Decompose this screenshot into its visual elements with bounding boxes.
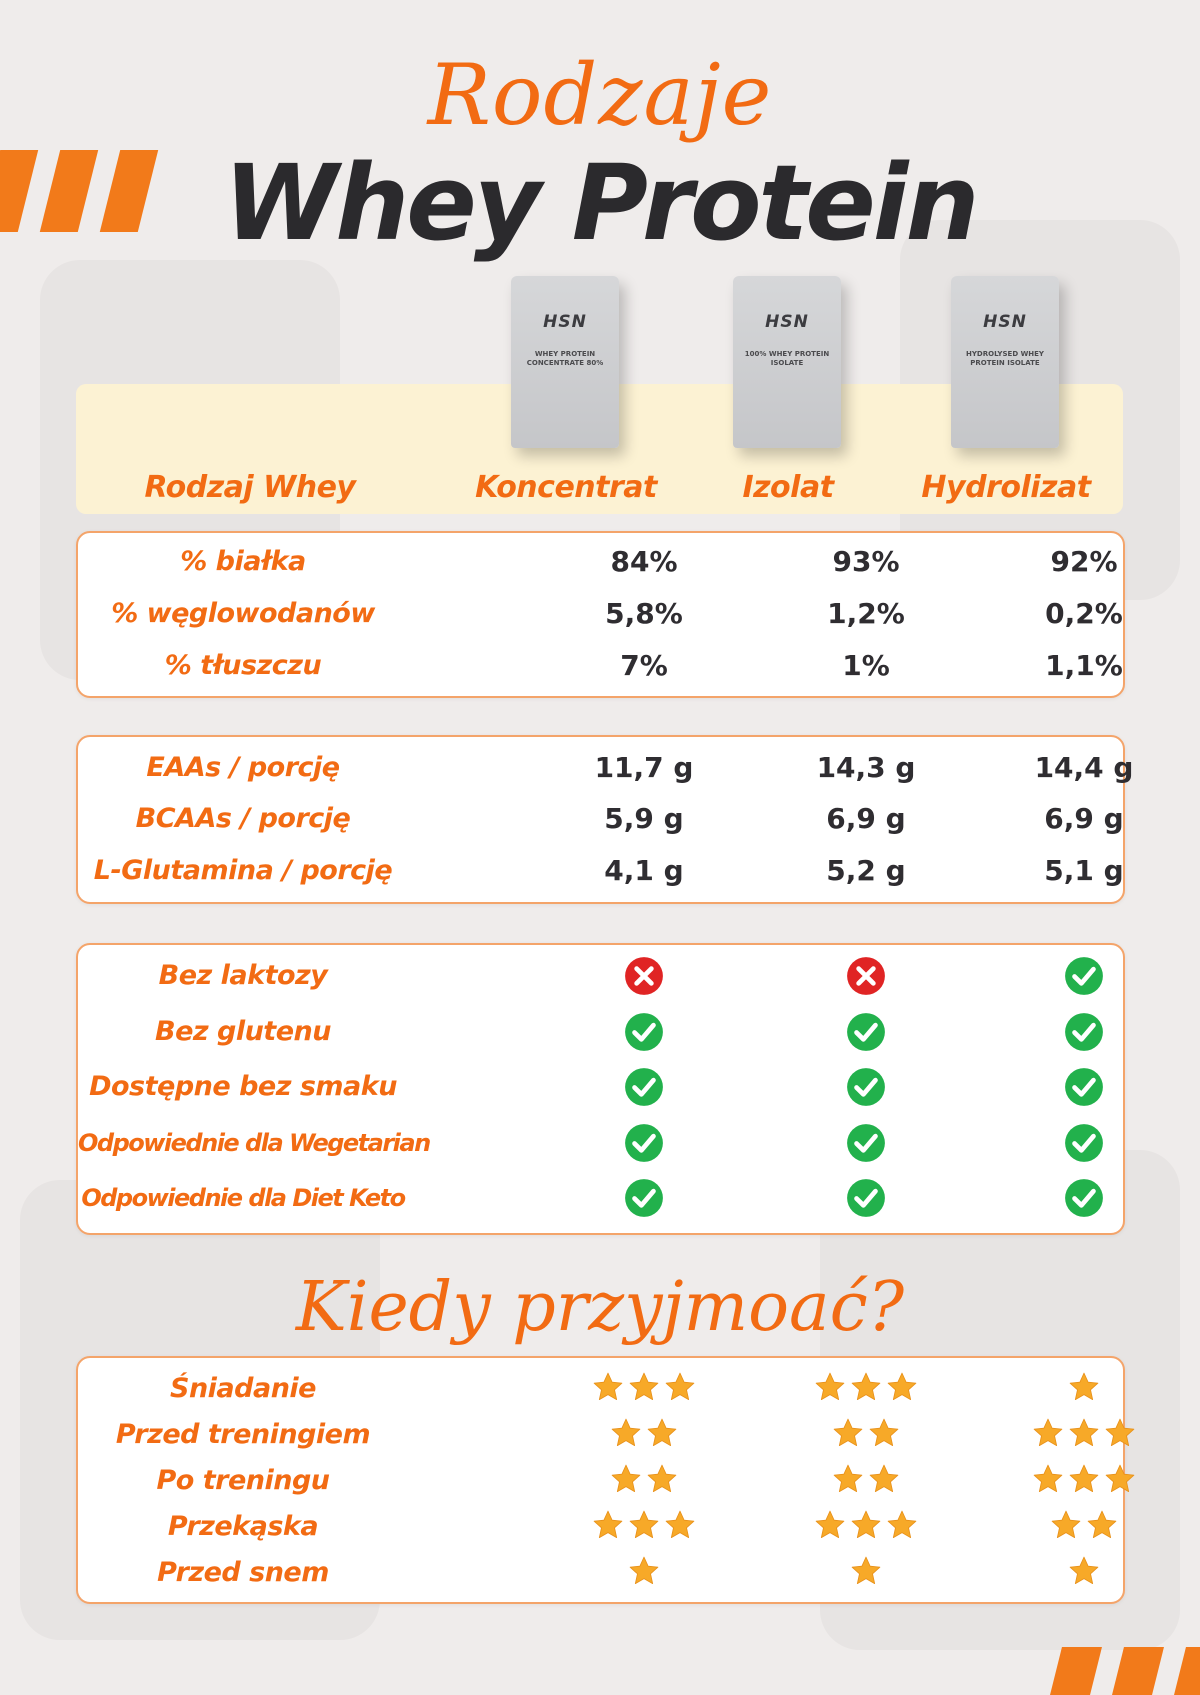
star-icon xyxy=(1085,1508,1119,1542)
table-row xyxy=(78,794,1123,844)
header-row-label: Rodzaj Whey xyxy=(144,470,356,505)
star-icon xyxy=(1031,1416,1065,1450)
star-icon xyxy=(1067,1370,1101,1404)
pack-name: WHEY PROTEIN CONCENTRATE 80% xyxy=(526,350,604,367)
table-row xyxy=(78,641,1123,691)
row-label: Śniadanie xyxy=(170,1373,316,1404)
star-icon xyxy=(609,1416,643,1450)
column-header-isolate: Izolat xyxy=(742,470,834,505)
star-icon xyxy=(867,1416,901,1450)
star-rating xyxy=(544,1364,744,1410)
timing-title: Kiedy przyjmoać? xyxy=(295,1268,905,1347)
table-row xyxy=(78,1062,1123,1112)
row-label: % węglowodanów xyxy=(111,598,375,629)
star-icon xyxy=(1103,1462,1137,1496)
table-row xyxy=(78,1502,1123,1552)
cell-value: 5,1 g xyxy=(1044,854,1124,887)
star-icon xyxy=(1067,1462,1101,1496)
brand-logo: HSN xyxy=(983,312,1027,332)
row-label: Przed snem xyxy=(157,1557,329,1588)
timing-panel xyxy=(76,1356,1125,1604)
star-icon xyxy=(627,1554,661,1588)
star-icon xyxy=(609,1462,643,1496)
star-rating xyxy=(984,1456,1184,1502)
check-icon xyxy=(845,1122,887,1164)
star-icon xyxy=(867,1462,901,1496)
row-label: Przekąska xyxy=(167,1511,319,1542)
star-rating xyxy=(766,1364,966,1410)
feature-status xyxy=(766,1007,966,1057)
check-icon xyxy=(623,1011,665,1053)
star-icon xyxy=(1067,1416,1101,1450)
cell-value: 84% xyxy=(610,545,678,578)
star-icon xyxy=(1049,1508,1083,1542)
check-icon xyxy=(623,1122,665,1164)
star-icon xyxy=(663,1370,697,1404)
star-rating xyxy=(766,1456,966,1502)
row-label: Przed treningiem xyxy=(115,1419,371,1450)
star-icon xyxy=(627,1370,661,1404)
star-icon xyxy=(885,1370,919,1404)
check-icon xyxy=(1063,1122,1105,1164)
star-rating xyxy=(984,1548,1184,1594)
cell-value: 5,8% xyxy=(605,597,683,630)
cross-icon xyxy=(845,955,887,997)
star-icon xyxy=(1031,1462,1065,1496)
star-icon xyxy=(591,1508,625,1542)
cell-value: 14,3 g xyxy=(816,751,916,784)
star-icon xyxy=(849,1554,883,1588)
feature-status xyxy=(984,1173,1184,1223)
table-row xyxy=(78,1364,1123,1414)
table-row xyxy=(78,951,1123,1001)
star-icon xyxy=(813,1370,847,1404)
star-icon xyxy=(849,1508,883,1542)
check-icon xyxy=(1063,955,1105,997)
cell-value: 5,9 g xyxy=(604,802,684,835)
feature-status xyxy=(984,1118,1184,1168)
cell-value: 6,9 g xyxy=(826,802,906,835)
table-row xyxy=(78,1548,1123,1598)
feature-status xyxy=(544,1007,744,1057)
star-icon xyxy=(813,1508,847,1542)
feature-status xyxy=(544,1118,744,1168)
star-icon xyxy=(645,1462,679,1496)
row-label: % tłuszczu xyxy=(164,650,322,681)
check-icon xyxy=(845,1011,887,1053)
table-row xyxy=(78,1118,1123,1168)
feature-status xyxy=(766,1118,966,1168)
table-row xyxy=(78,1410,1123,1460)
star-icon xyxy=(591,1370,625,1404)
table-row xyxy=(78,1173,1123,1223)
star-icon xyxy=(645,1416,679,1450)
features-panel xyxy=(76,943,1125,1235)
star-icon xyxy=(831,1416,865,1450)
cross-icon xyxy=(623,955,665,997)
column-header-concentrate: Koncentrat xyxy=(475,470,657,505)
feature-status xyxy=(984,1007,1184,1057)
check-icon xyxy=(623,1066,665,1108)
star-rating xyxy=(766,1502,966,1548)
star-icon xyxy=(1103,1416,1137,1450)
row-label: Bez laktozy xyxy=(158,960,328,991)
product-pack-hydrolysate xyxy=(951,276,1059,448)
star-rating xyxy=(544,1456,744,1502)
brand-logo: HSN xyxy=(543,312,587,332)
bottom-right-stripes xyxy=(1056,1647,1200,1695)
star-icon xyxy=(831,1462,865,1496)
column-header-hydrolysate: Hydrolizat xyxy=(921,470,1091,505)
cell-value: 93% xyxy=(832,545,900,578)
check-icon xyxy=(845,1177,887,1219)
star-icon xyxy=(1067,1554,1101,1588)
row-label: L-Glutamina / porcję xyxy=(93,855,393,886)
pack-name: 100% WHEY PROTEIN ISOLATE xyxy=(744,350,830,367)
star-icon xyxy=(627,1508,661,1542)
feature-status xyxy=(766,951,966,1001)
feature-status xyxy=(766,1062,966,1112)
star-rating xyxy=(984,1410,1184,1456)
check-icon xyxy=(845,1066,887,1108)
feature-status xyxy=(544,1173,744,1223)
row-label: Odpowiednie dla Wegetarian xyxy=(78,1129,430,1157)
check-icon xyxy=(1063,1066,1105,1108)
check-icon xyxy=(1063,1011,1105,1053)
title-script: Rodzaje xyxy=(427,46,773,144)
cell-value: 6,9 g xyxy=(1044,802,1124,835)
star-rating xyxy=(544,1548,744,1594)
row-label: BCAAs / porcję xyxy=(135,803,351,834)
check-icon xyxy=(1063,1177,1105,1219)
cell-value: 7% xyxy=(620,649,668,682)
table-row xyxy=(78,537,1123,587)
row-label: Bez glutenu xyxy=(155,1016,331,1047)
table-row xyxy=(78,846,1123,896)
cell-value: 1,2% xyxy=(827,597,905,630)
page-title: Whey Protein xyxy=(223,142,977,264)
product-pack-isolate xyxy=(733,276,841,448)
feature-status xyxy=(766,1173,966,1223)
table-row xyxy=(78,1456,1123,1506)
cell-value: 0,2% xyxy=(1045,597,1123,630)
brand-logo: HSN xyxy=(765,312,809,332)
aminos-panel xyxy=(76,735,1134,904)
cell-value: 1% xyxy=(842,649,890,682)
check-icon xyxy=(623,1177,665,1219)
cell-value: 92% xyxy=(1050,545,1118,578)
table-row xyxy=(78,743,1134,793)
star-rating xyxy=(544,1502,744,1548)
row-label: EAAs / porcję xyxy=(146,752,340,783)
star-rating xyxy=(544,1410,744,1456)
pack-name: HYDROLYSED WHEY PROTEIN ISOLATE xyxy=(965,350,1045,367)
table-row xyxy=(78,1007,1123,1057)
cell-value: 4,1 g xyxy=(604,854,684,887)
cell-value: 1,1% xyxy=(1045,649,1123,682)
cell-value: 11,7 g xyxy=(594,751,694,784)
feature-status xyxy=(544,951,744,1001)
cell-value: 5,2 g xyxy=(826,854,906,887)
feature-status xyxy=(984,951,1184,1001)
star-icon xyxy=(885,1508,919,1542)
cell-value: 14,4 g xyxy=(1034,751,1134,784)
star-rating xyxy=(984,1502,1184,1548)
star-icon xyxy=(849,1370,883,1404)
star-rating xyxy=(766,1548,966,1594)
star-icon xyxy=(663,1508,697,1542)
row-label: Odpowiednie dla Diet Keto xyxy=(81,1184,405,1212)
feature-status xyxy=(544,1062,744,1112)
row-label: Po treningu xyxy=(156,1465,330,1496)
star-rating xyxy=(984,1364,1184,1410)
feature-status xyxy=(984,1062,1184,1112)
macros-panel xyxy=(76,531,1125,698)
table-row xyxy=(78,589,1123,639)
row-label: % białka xyxy=(180,546,306,577)
product-pack-concentrate xyxy=(511,276,619,448)
star-rating xyxy=(766,1410,966,1456)
row-label: Dostępne bez smaku xyxy=(89,1071,397,1102)
